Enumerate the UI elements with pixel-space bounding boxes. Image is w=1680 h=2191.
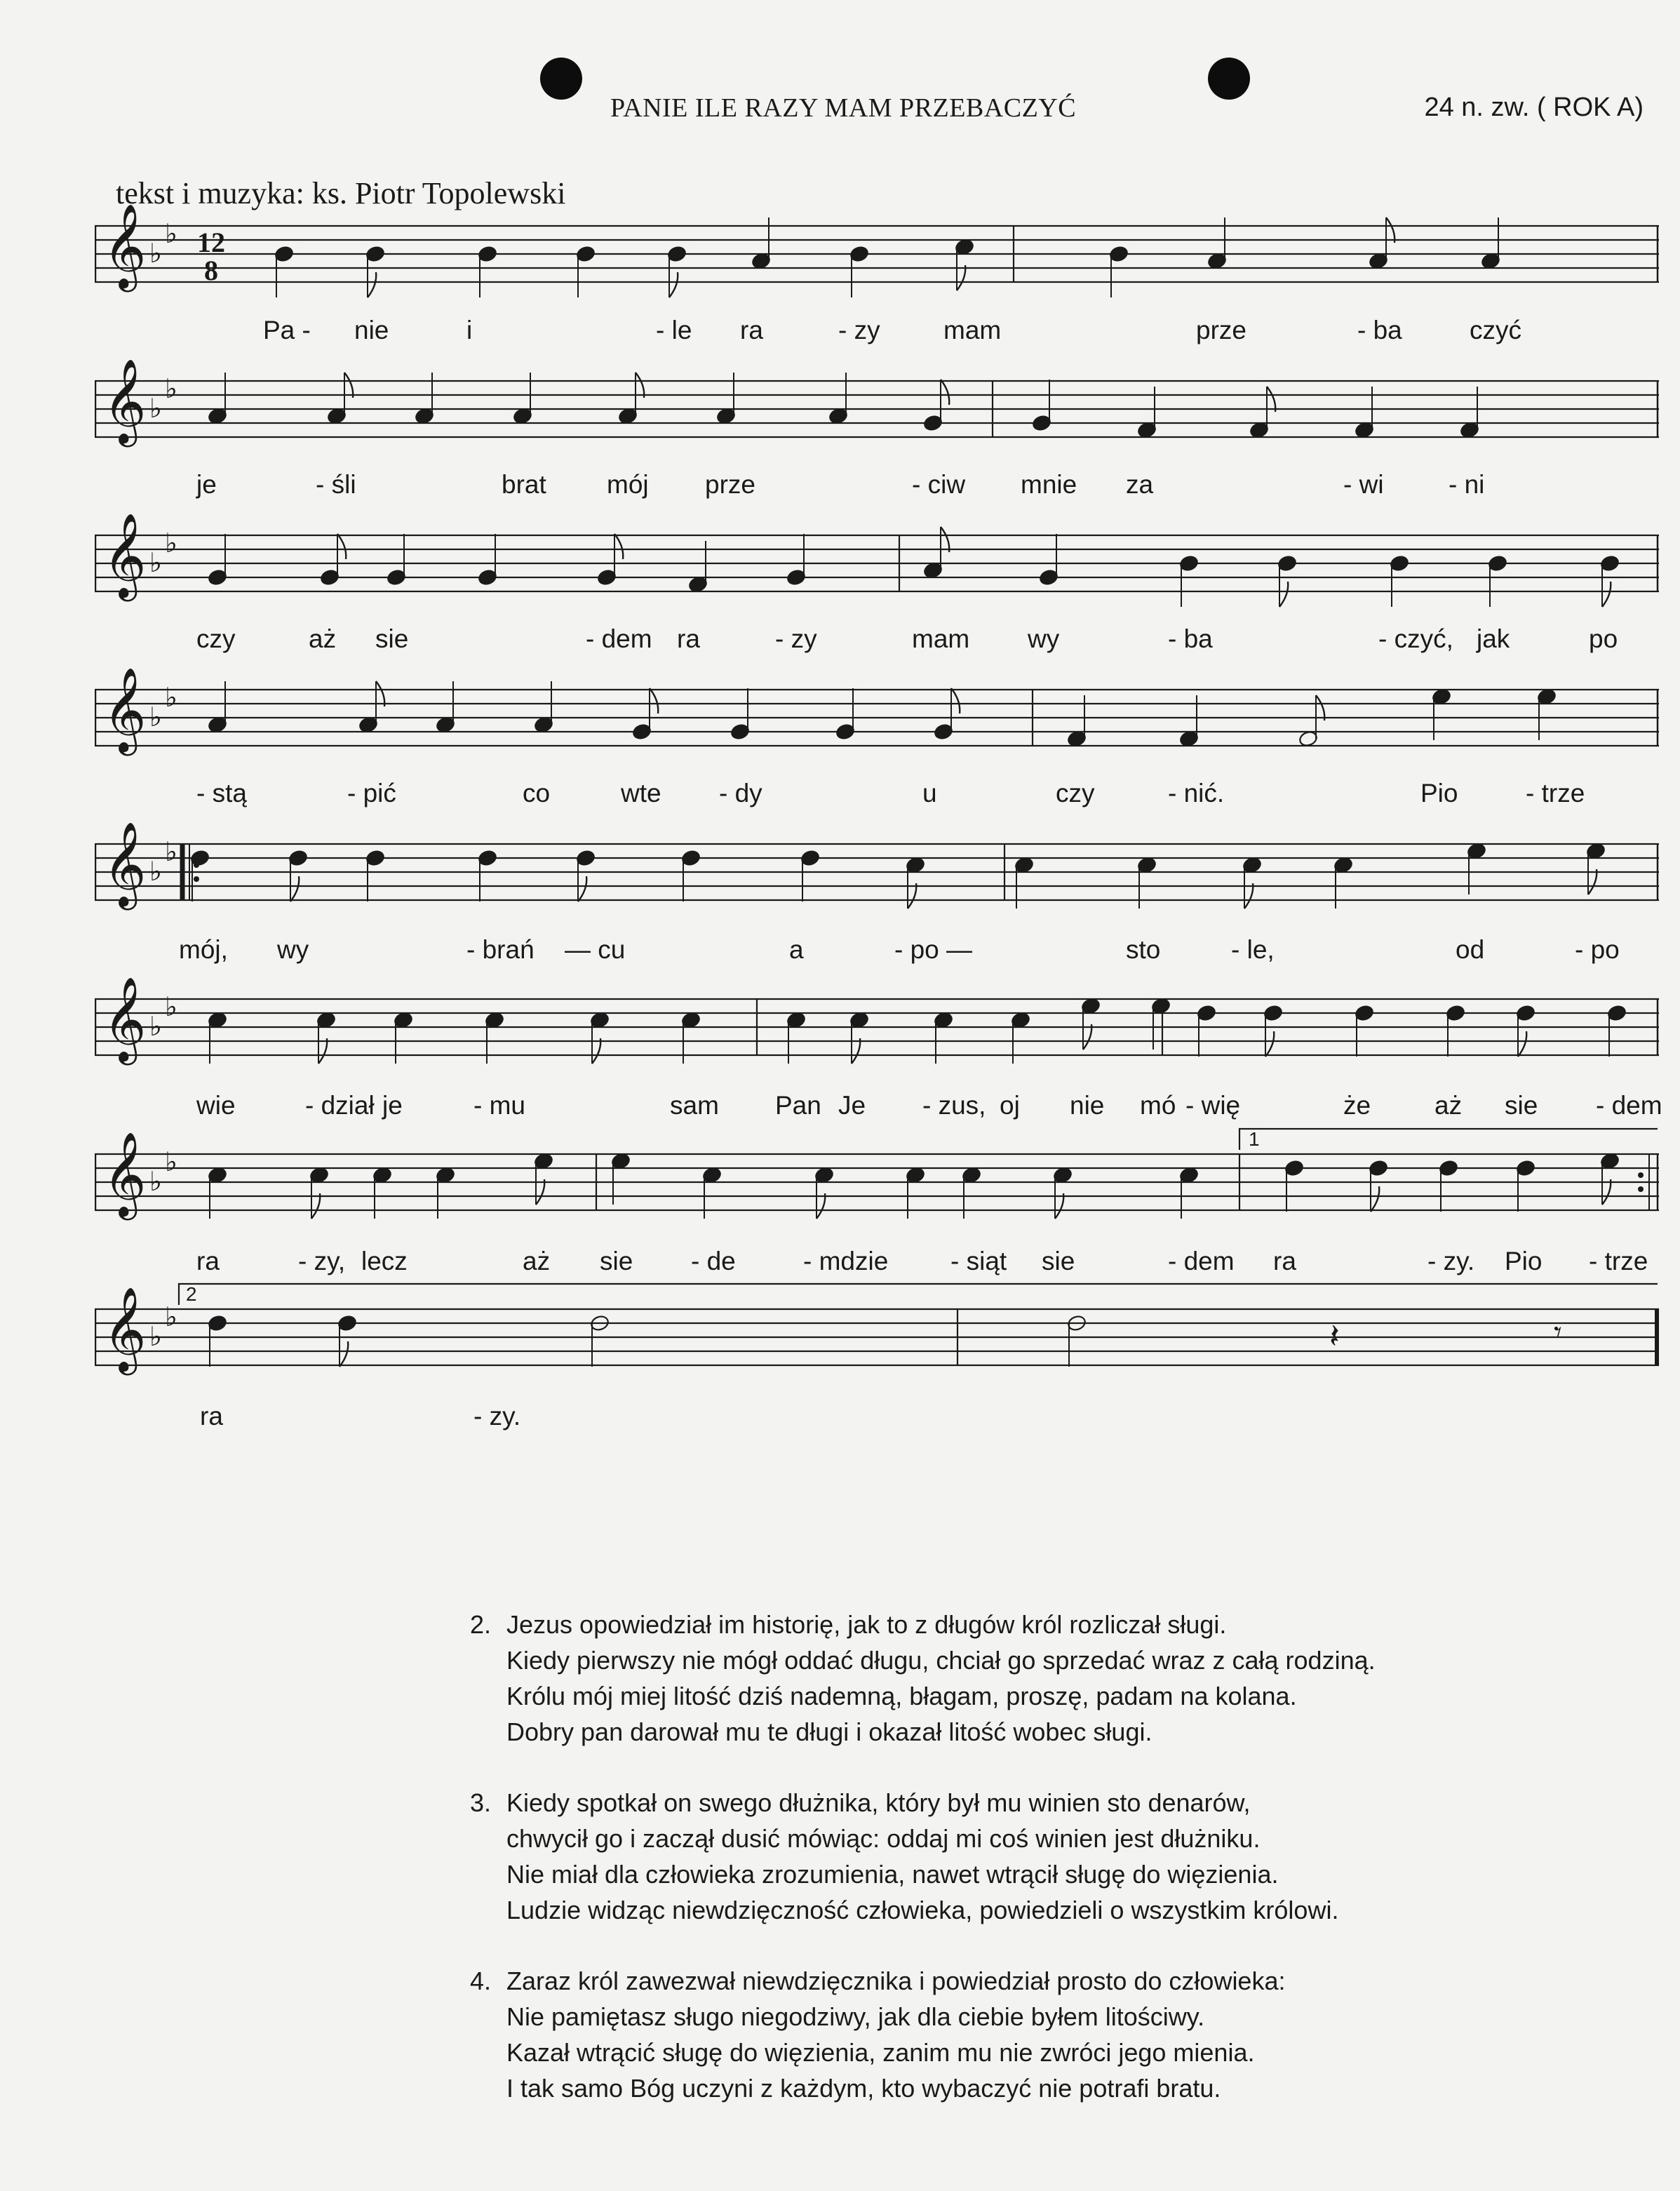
lyric-syllable: - czyć, bbox=[1378, 624, 1453, 653]
lyric-syllable: co bbox=[523, 779, 551, 808]
note-flag bbox=[592, 1038, 600, 1064]
eighth-rest-icon: 𝄾 bbox=[1554, 1315, 1562, 1351]
punch-hole-left bbox=[540, 58, 582, 100]
lyric-syllable: sie bbox=[1505, 1091, 1538, 1120]
lyric-syllable: - zy. bbox=[473, 1402, 521, 1430]
lyric-syllable: lecz bbox=[361, 1247, 408, 1275]
verse-3 bbox=[470, 1785, 1376, 1928]
lyric-syllable: czyć bbox=[1470, 316, 1521, 344]
lyric-syllable: - zy, bbox=[298, 1247, 346, 1275]
lyric-syllable: wy bbox=[277, 935, 309, 964]
flat-icon: ♭ bbox=[165, 373, 177, 404]
note-flag bbox=[376, 681, 384, 706]
verse-line: Nie miał dla człowieka zrozumienia, nawet wtrącił sługę do więzienia. bbox=[506, 1860, 1279, 1889]
lyric-syllable: sie bbox=[1042, 1247, 1075, 1275]
note-flag bbox=[337, 534, 346, 559]
lyric-syllable: - ba bbox=[1357, 316, 1402, 344]
note-flag bbox=[1386, 217, 1395, 243]
flat-icon: ♭ bbox=[165, 836, 177, 867]
flat-icon: ♭ bbox=[149, 702, 162, 732]
verse-2 bbox=[470, 1607, 1376, 1750]
lyric-syllable: - ni bbox=[1449, 470, 1485, 499]
lyric-syllable: je bbox=[196, 470, 217, 499]
lyric-syllable: mój, bbox=[179, 935, 228, 964]
note-flag bbox=[536, 1179, 544, 1205]
note-flag bbox=[1244, 883, 1253, 909]
treble-clef-icon: 𝄞 bbox=[103, 821, 147, 906]
verse-line: Kiedy pierwszy nie mógł oddać długu, chciał go sprzedać wraz z całą rodziną. bbox=[506, 1646, 1376, 1675]
note-flag bbox=[311, 1193, 320, 1219]
treble-clef-icon: 𝄞 bbox=[103, 976, 147, 1061]
note-flag bbox=[957, 265, 965, 290]
lyric-syllable: - brań bbox=[466, 935, 535, 964]
note-flag bbox=[1371, 1186, 1379, 1212]
song-title: PANIE ILE RAZY MAM PRZEBACZYĆ bbox=[610, 93, 1077, 123]
author-credit: tekst i muzyka: ks. Piotr Topolewski bbox=[116, 176, 566, 210]
treble-clef-icon: 𝄞 bbox=[103, 203, 147, 288]
note-flag bbox=[1279, 582, 1288, 607]
lyric-syllable: - po bbox=[1575, 935, 1620, 964]
note-flag bbox=[344, 373, 353, 398]
lyric-syllable: - trze bbox=[1589, 1247, 1648, 1275]
lyric-syllable: - zy. bbox=[1427, 1247, 1475, 1275]
lyric-syllable: - stą bbox=[196, 779, 247, 808]
lyric-syllable: prze bbox=[705, 470, 755, 499]
lyric-syllable: - wię bbox=[1185, 1091, 1241, 1120]
lyric-syllable: aż bbox=[1434, 1091, 1463, 1120]
lyric-syllable: mó bbox=[1140, 1091, 1176, 1120]
lyric-syllable: wie bbox=[196, 1091, 236, 1120]
lyric-syllable: po bbox=[1589, 624, 1618, 653]
flat-icon: ♭ bbox=[165, 991, 177, 1022]
lyric-syllable: Je bbox=[838, 1091, 866, 1120]
note-flag bbox=[908, 883, 916, 909]
lyric-syllable: - wi bbox=[1343, 470, 1384, 499]
note-flag bbox=[578, 876, 586, 902]
lyric-syllable: - śli bbox=[316, 470, 356, 499]
lyrics-line-5 bbox=[95, 935, 1659, 970]
lyric-syllable: i bbox=[466, 316, 473, 344]
flat-icon: ♭ bbox=[165, 1301, 177, 1332]
second-ending-bracket bbox=[179, 1284, 1658, 1305]
lyric-syllable: ra bbox=[677, 624, 700, 653]
lyrics-line-1 bbox=[95, 316, 1659, 351]
lyric-syllable: ra bbox=[1273, 1247, 1296, 1275]
lyric-syllable: ra bbox=[740, 316, 763, 344]
verse-line: Zaraz król zawezwał niewdzięcznika i powiedział prosto do człowieka: bbox=[506, 1966, 1286, 1995]
lyric-syllable: - ba bbox=[1168, 624, 1213, 653]
note-flag bbox=[340, 1341, 348, 1367]
lyric-syllable: nie bbox=[1070, 1091, 1105, 1120]
note-flag bbox=[1055, 1193, 1063, 1219]
flat-icon: ♭ bbox=[165, 1146, 177, 1177]
note-flag bbox=[1083, 1024, 1091, 1050]
flat-icon: ♭ bbox=[149, 1166, 162, 1197]
first-ending-bracket bbox=[1239, 1129, 1658, 1150]
flat-icon: ♭ bbox=[149, 393, 162, 424]
verse-line: Nie pamiętasz sługo niegodziwy, jak dla ciebie byłem litościwy. bbox=[506, 2002, 1205, 2031]
lyric-syllable: aż bbox=[309, 624, 337, 653]
lyric-syllable: - trze bbox=[1526, 779, 1585, 808]
lyric-syllable: sto bbox=[1126, 935, 1161, 964]
treble-clef-icon: 𝄞 bbox=[103, 1131, 147, 1217]
lyric-syllable: sie bbox=[375, 624, 409, 653]
note-flag bbox=[290, 876, 299, 902]
verse-line: Dobry pan darował mu te długi i okazał litość wobec sługi. bbox=[506, 1717, 1153, 1746]
note-flag bbox=[817, 1193, 825, 1219]
note-flag bbox=[650, 688, 658, 713]
lyrics-line-8 bbox=[95, 1402, 1659, 1437]
lyric-syllable: czy bbox=[196, 624, 236, 653]
lyric-syllable: - zy bbox=[838, 316, 880, 344]
note-flag bbox=[636, 373, 644, 398]
lyric-syllable: - po — bbox=[894, 935, 973, 964]
lyric-syllable: - le, bbox=[1231, 935, 1275, 964]
lyric-syllable: - pić bbox=[347, 779, 396, 808]
flat-icon: ♭ bbox=[149, 238, 162, 269]
lyric-syllable: Pa - bbox=[263, 316, 311, 344]
lyric-syllable: - dem bbox=[586, 624, 652, 653]
lyric-syllable: za bbox=[1126, 470, 1154, 499]
staff bbox=[95, 1126, 1659, 1238]
lyric-syllable: że bbox=[1343, 1091, 1371, 1120]
time-signature-top: 12 bbox=[197, 227, 225, 258]
verse-line: chwycił go i zaczął dusić mówiąc: oddaj mi coś winien jest dłużniku. bbox=[506, 1824, 1261, 1853]
second-ending-number: 2 bbox=[186, 1283, 197, 1305]
verse-line: I tak samo Bóg uczyni z każdym, kto wybaczyć nie potrafi bratu. bbox=[506, 2074, 1221, 2103]
lyrics-line-6 bbox=[95, 1091, 1662, 1126]
quarter-rest-icon: 𝄽 bbox=[1329, 1317, 1340, 1356]
time-signature-bottom: 8 bbox=[204, 255, 218, 286]
verse-line: Kazał wtrącić sługę do więzienia, zanim mu nie zwróci jego mienia. bbox=[506, 2038, 1255, 2067]
lyric-syllable: Pan bbox=[775, 1091, 821, 1120]
lyrics-line-2 bbox=[95, 470, 1659, 505]
note-flag bbox=[368, 272, 376, 297]
lyric-syllable: - de bbox=[691, 1247, 736, 1275]
lyric-syllable: sam bbox=[670, 1091, 719, 1120]
note-flag bbox=[1518, 1031, 1526, 1057]
lyric-syllable: - le bbox=[656, 316, 692, 344]
verses-block bbox=[470, 1607, 1376, 2141]
flat-icon: ♭ bbox=[165, 218, 177, 249]
lyric-syllable: je bbox=[382, 1091, 403, 1120]
flat-icon: ♭ bbox=[165, 682, 177, 713]
staff bbox=[95, 353, 1659, 465]
lyric-syllable: sie bbox=[600, 1247, 633, 1275]
lyric-syllable: - zus, bbox=[922, 1091, 986, 1120]
lyric-syllable: mam bbox=[943, 316, 1002, 344]
lyric-syllable: od bbox=[1456, 935, 1485, 964]
flat-icon: ♭ bbox=[149, 1321, 162, 1352]
flat-icon: ♭ bbox=[149, 1011, 162, 1042]
liturgical-date: 24 n. zw. ( ROK A) bbox=[1424, 93, 1644, 122]
lyric-syllable: - siąt bbox=[950, 1247, 1007, 1275]
lyric-syllable: - nić. bbox=[1168, 779, 1225, 808]
note-flag bbox=[669, 272, 678, 297]
note-flag bbox=[1588, 869, 1597, 895]
lyric-syllable: brat bbox=[502, 470, 546, 499]
lyric-syllable: wy bbox=[1028, 624, 1060, 653]
lyrics-line-7 bbox=[95, 1247, 1659, 1282]
note-flag bbox=[614, 534, 623, 559]
staff bbox=[95, 1281, 1659, 1393]
treble-clef-icon: 𝄞 bbox=[103, 1286, 147, 1372]
staff bbox=[95, 816, 1659, 928]
note-flag bbox=[1602, 1179, 1611, 1205]
punch-hole-right bbox=[1208, 58, 1250, 100]
verse-number: 4. bbox=[470, 1966, 492, 1995]
lyric-syllable: wte bbox=[621, 779, 661, 808]
verse-line: Ludzie widząc niewdzięczność człowieka, powiedzieli o wszystkim królowi. bbox=[506, 1896, 1339, 1924]
lyric-syllable: a bbox=[789, 935, 804, 964]
first-ending-number: 1 bbox=[1249, 1128, 1260, 1150]
lyric-syllable: mnie bbox=[1021, 470, 1077, 499]
note-flag bbox=[941, 380, 949, 405]
verse-line: Królu mój miej litość dziś nademną, błagam, proszę, padam na kolana. bbox=[506, 1682, 1297, 1710]
lyric-syllable: - ciw bbox=[912, 470, 966, 499]
lyric-syllable: — cu bbox=[565, 935, 626, 964]
flat-icon: ♭ bbox=[149, 856, 162, 887]
flat-icon: ♭ bbox=[165, 528, 177, 558]
staff bbox=[95, 507, 1659, 619]
lyric-syllable: - dem bbox=[1168, 1247, 1235, 1275]
note-flag bbox=[852, 1038, 860, 1064]
lyric-syllable: mam bbox=[912, 624, 970, 653]
lyric-syllable: - zy bbox=[775, 624, 817, 653]
note-flag bbox=[951, 688, 960, 713]
lyric-syllable: ra bbox=[200, 1402, 223, 1430]
lyric-syllable: aż bbox=[523, 1247, 551, 1275]
note-flag bbox=[1267, 387, 1275, 412]
lyric-syllable: czy bbox=[1056, 779, 1095, 808]
lyric-syllable: jak bbox=[1477, 624, 1510, 653]
verse-line: Kiedy spotkał on swego dłużnika, który był mu winien sto denarów, bbox=[506, 1788, 1251, 1817]
verse-number: 3. bbox=[470, 1788, 492, 1817]
note-flag bbox=[1602, 582, 1611, 607]
lyric-syllable: prze bbox=[1196, 316, 1246, 344]
verse-number: 2. bbox=[470, 1610, 492, 1639]
lyric-syllable: - dy bbox=[719, 779, 762, 808]
lyric-syllable: mój bbox=[607, 470, 649, 499]
verse-line: Jezus opowiedział im historię, jak to z długów król rozliczał sługi. bbox=[506, 1610, 1227, 1639]
lyric-syllable: ra bbox=[196, 1247, 220, 1275]
note-flag bbox=[318, 1038, 327, 1064]
treble-clef-icon: 𝄞 bbox=[103, 666, 147, 752]
note-flag bbox=[1316, 695, 1324, 721]
treble-clef-icon: 𝄞 bbox=[103, 512, 147, 598]
staff bbox=[95, 971, 1659, 1083]
lyric-syllable: Pio bbox=[1420, 779, 1458, 808]
treble-clef-icon: 𝄞 bbox=[103, 358, 147, 443]
lyric-syllable: nie bbox=[354, 316, 389, 344]
note-flag bbox=[941, 527, 949, 552]
lyrics-line-3 bbox=[95, 624, 1659, 659]
lyric-syllable: Pio bbox=[1505, 1247, 1543, 1275]
staff bbox=[95, 662, 1659, 774]
verse-4 bbox=[470, 1963, 1376, 2106]
lyric-syllable: - mdzie bbox=[803, 1247, 889, 1275]
lyrics-line-4 bbox=[95, 779, 1659, 814]
lyric-syllable: u bbox=[922, 779, 937, 808]
lyric-syllable: - dział bbox=[305, 1091, 375, 1120]
lyric-syllable: - mu bbox=[473, 1091, 525, 1120]
flat-icon: ♭ bbox=[149, 547, 162, 578]
staff bbox=[95, 198, 1659, 310]
note-flag bbox=[1265, 1031, 1274, 1057]
lyric-syllable: oj bbox=[1000, 1091, 1020, 1120]
lyric-syllable: - dem bbox=[1596, 1091, 1662, 1120]
